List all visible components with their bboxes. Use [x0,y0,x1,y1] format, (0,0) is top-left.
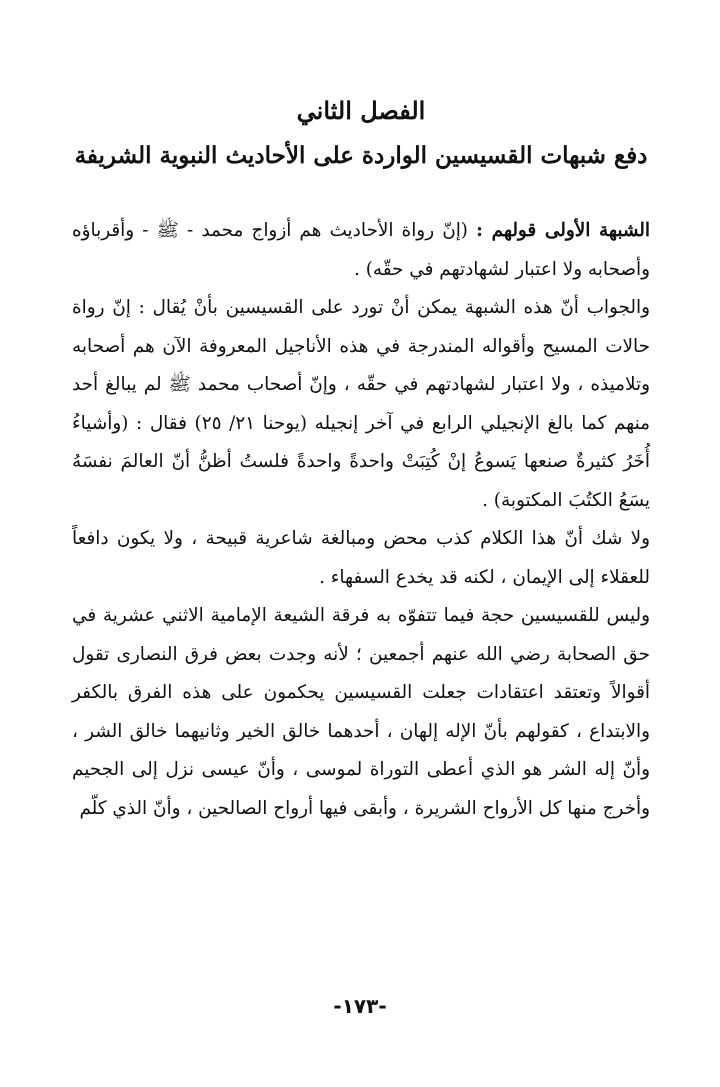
paragraph-4: وليس للقسيسين حجة فيما تتفوّه به فرقة الشيعة الإمامية الاثني عشرية في حق الصحابة رضي الله عنهم أجمعين ؛ لأنه وجدت بعض فرق النصارى تقول أقوالاً وتعتقد اعتقادات جعلت القسيسين يحكمون على هذه الفرق بالكفر والابتداع ، كقولهم بأنّ الإله إلهان ، أحدهما خالق الخير وثانيهما خالق الشر ، وأنّ إله الشر هو الذي أعطى التوراة لموسى ، وأنّ عيسى نزل إلى الجحيم وأخرج منها كل الأرواح الشريرة ، وأبقى فيها أرواح الصالحين ، وأنّ الذي كلّم [72,605,650,819]
document-page [72,92,650,992]
paragraph-2: والجواب أنّ هذه الشبهة يمكن أنْ تورد على القسيسين بأنْ يُقال : إنّ رواة حالات المسيح وأقواله المندرجة في هذه الأناجيل المعروفة الآن هم أصحابه وتلاميذه ، ولا اعتبار لشهادتهم في حقّه ، وإنّ أصحاب محمد ﷺ لم يبالغ أحد منهم كما بالغ الإنجيلي الرابع في آخر إنجيله (يوحنا ٢١/ ٢٥) فقال : (وأشياءُ أُخَرُ كثيرةٌ صنعها يَسوعُ إنْ كُتِبَتْ واحدةً واحدةً فلستُ أظنُّ أنّ العالمَ نفسَهُ يسَعُ الكتُبَ المكتوبة) . [72,297,650,511]
paragraph-1-lead: الشبهة الأولى قولهم : [476,220,650,241]
page-number: -١٧٣- [333,994,387,1018]
paragraph-3: ولا شك أنّ هذا الكلام كذب محض ومبالغة شاعرية قبيحة ، ولا يكون دافعاً للعقلاء إلى الإيمان ، لكنه قد يخدع السفهاء . [72,528,650,588]
paragraph-1-text: (إنّ رواة الأحاديث هم أزواج محمد - ﷺ - وأقرباؤه وأصحابه ولا اعتبار لشهادتهم في حقّه) . [72,220,650,280]
paragraph-1 [72,212,650,289]
section-title: دفع شبهات القسيسين الواردة على الأحاديث النبوية الشريفة [74,142,648,169]
chapter-title: الفصل الثاني [296,96,426,125]
